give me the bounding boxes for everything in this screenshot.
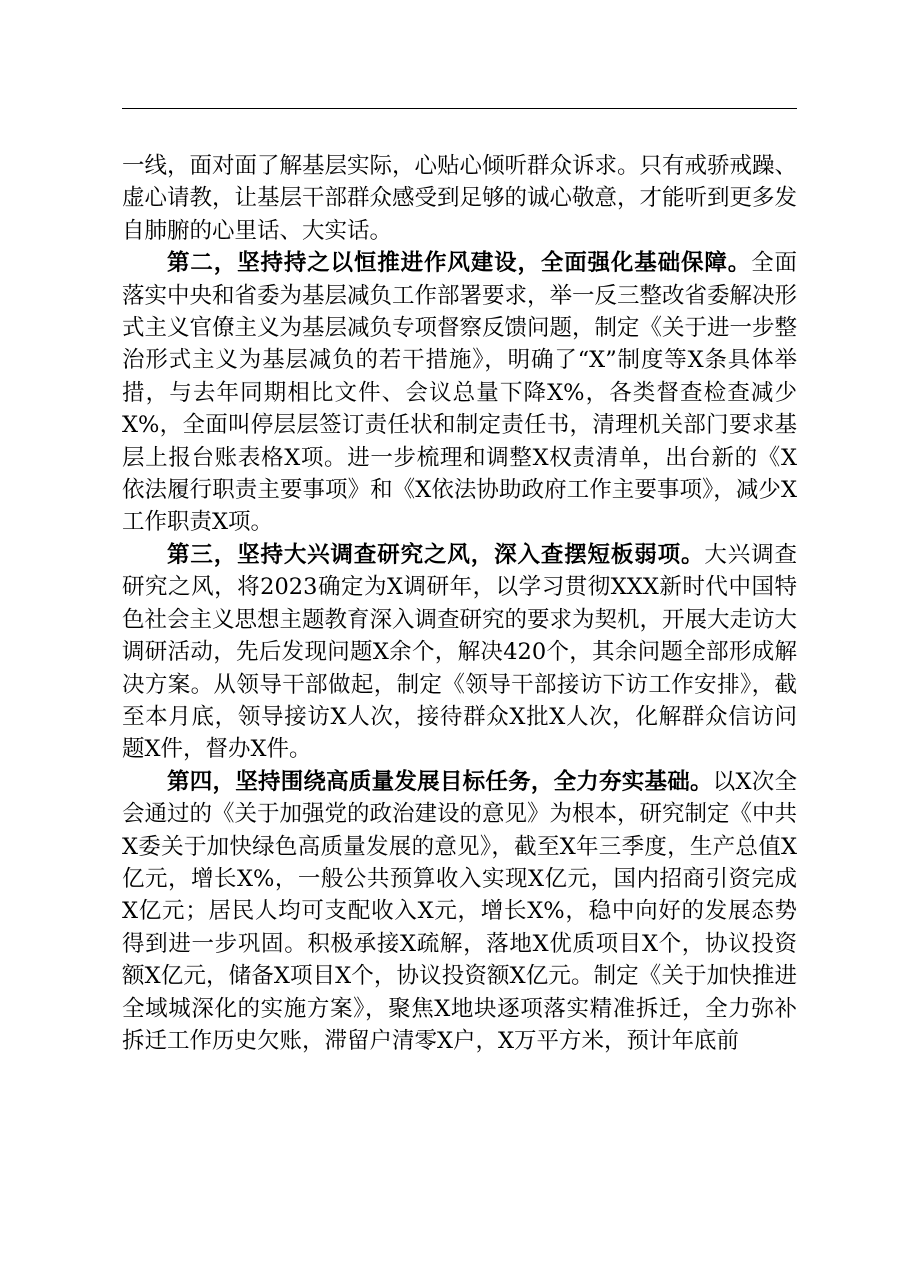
paragraph-heading: 第三，坚持大兴调查研究之风，深入查摆短板弱项。 [167,541,705,568]
paragraph-third [122,539,797,766]
paragraph-text: 以X次全会通过的《关于加强党的政治建设的意见》为根本，研究制定《中共X委关于加快绿色高质量发展的意见》，截至X年三季度，生产总值X亿元，增长X%，一般公共预算收入实现X亿元，国内招商引资完成X亿元；居民人均可支配收入X元，增长X%，稳中向好的发展态势得到进一步巩固。积极承接X疏解，落地X优质项目X个，协议投资额X亿元，储备X项目X个，协议投资额X亿元。制定《关于加快推进全域城深化的实施方案》，聚焦X地块逐项落实精准拆迁，全力弥补拆迁工作历史欠账，滞留户清零X户，X万平方米，预计年底前 [122,768,798,1054]
paragraph-text: 一线，面对面了解基层实际，心贴心倾听群众诉求。只有戒骄戒躁、虚心请教，让基层干部群众感受到足够的诚心敬意，才能听到更多发自肺腑的心里话、大实话。 [122,153,798,244]
paragraph-fourth [122,766,797,1058]
paragraph-second [122,247,797,539]
header-rule [122,108,797,109]
paragraph-heading: 第二，坚持持之以恒推进作风建设，全面强化基础保障。 [167,250,752,277]
paragraph-text: 大兴调查研究之风，将2023确定为X调研年，以学习贯彻XXX新时代中国特色社会主义思想主题教育深入调查研究的要求为契机，开展大走访大调研活动，先后发现问题X余个，解决420个，其余问题全部形成解决方案。从领导干部做起，制定《领导干部接访下访工作安排》，截至本月底，领导接访X人次，接待群众X批X人次，化解群众信访问题X件，督办X件。 [122,541,798,763]
paragraph-text: 全面落实中央和省委为基层减负工作部署要求，举一反三整改省委解决形式主义官僚主义为基层减负专项督察反馈问题，制定《关于进一步整治形式主义为基层减负的若干措施》，明确了“X”制度等X条具体举措，与去年同期相比文件、会议总量下降X%，各类督查检查减少X%，全面叫停层层签订责任状和制定责任书，清理机关部门要求基层上报台账表格X项。进一步梳理和调整X权责清单，出台新的《X依法履行职责主要事项》和《X依法协助政府工作主要事项》，减少X工作职责X项。 [122,250,798,536]
document-body [122,150,797,1057]
paragraph-continuation [122,150,797,247]
paragraph-heading: 第四，坚持围绕高质量发展目标任务，全力夯实基础。 [167,768,713,795]
